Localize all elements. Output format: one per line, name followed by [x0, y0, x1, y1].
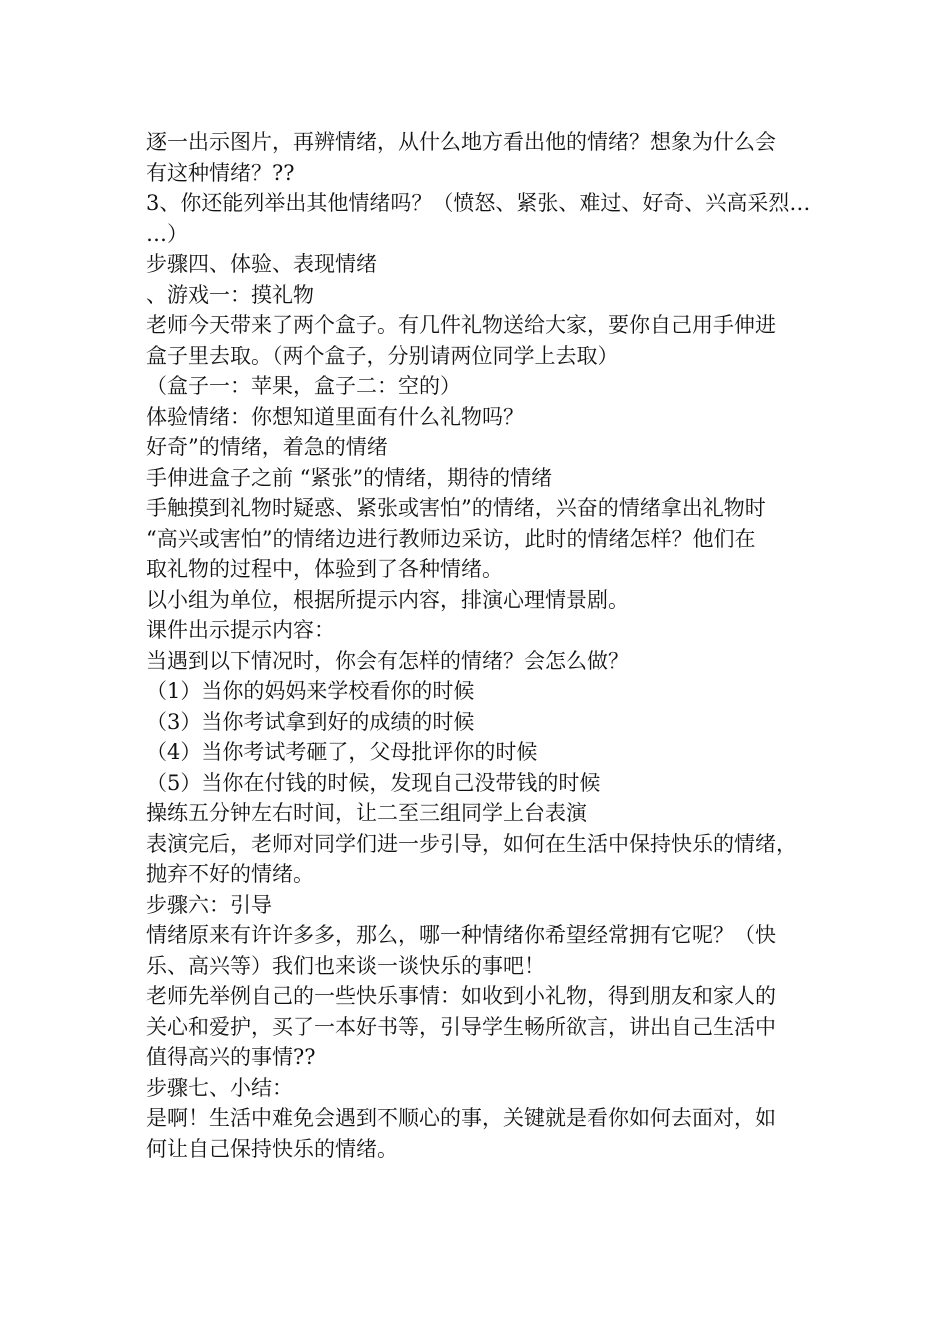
text-line: 表演完后，老师对同学们进一步引导，如何在生活中保持快乐的情绪，: [146, 831, 797, 856]
text-line: 逐一出示图片，再辨情绪，从什么地方看出他的情绪？想象为什么会: [146, 130, 776, 154]
text-line: 情绪原来有许许多多，那么，哪一种情绪你希望经常拥有它呢？（快: [146, 923, 776, 947]
text-line: 手伸进盒子之前 “紧张”的情绪，期待的情绪: [146, 465, 553, 490]
text-line: 、游戏一：摸礼物: [146, 282, 314, 307]
section-heading: 步骤七、小结：: [146, 1075, 293, 1100]
text-line: 何让自己保持快乐的情绪。: [146, 1136, 398, 1161]
section-heading: 步骤六：引导: [146, 892, 272, 917]
text-line: “高兴或害怕”的情绪边进行教师边采访，此时的情绪怎样？他们在: [146, 526, 756, 551]
section-heading: 步骤四、体验、表现情绪: [146, 252, 377, 276]
text-line: 3、你还能列举出其他情绪吗？（愤怒、紧张、难过、好奇、兴高采烈…: [146, 191, 811, 215]
text-line: 取礼物的过程中，体验到了各种情绪。: [146, 557, 503, 581]
list-item: （5）当你在付钱的时候，发现自己没带钱的时候: [146, 770, 601, 795]
text-line: …）: [146, 221, 188, 246]
text-line: 老师今天带来了两个盒子。有几件礼物送给大家，要你自己用手伸进: [146, 313, 776, 337]
list-item: （1）当你的妈妈来学校看你的时候: [146, 679, 475, 703]
text-line: 以小组为单位，根据所提示内容，排演心理情景剧。: [146, 587, 629, 612]
text-line: 当遇到以下情况时，你会有怎样的情绪？会怎么做？: [146, 648, 629, 673]
list-item: （3）当你考试拿到好的成绩的时候: [146, 709, 475, 734]
text-line: 手触摸到礼物时疑惑、紧张或害怕”的情绪，兴奋的情绪拿出礼物时: [146, 496, 766, 520]
text-line: 课件出示提示内容：: [146, 618, 335, 642]
text-line: 抛弃不好的情绪。: [146, 862, 314, 886]
text-line: 体验情绪：你想知道里面有什么礼物吗？: [146, 404, 524, 429]
text-line: 操练五分钟左右时间，让二至三组同学上台表演: [146, 801, 587, 825]
document-body: [146, 127, 826, 1164]
text-line: 盒子里去取。（两个盒子，分别请两位同学上去取）: [146, 343, 619, 368]
text-line: （盒子一：苹果，盒子二：空的）: [146, 374, 461, 398]
text-line: 值得高兴的事情??: [146, 1045, 316, 1069]
text-line: 好奇”的情绪，着急的情绪: [146, 435, 388, 459]
text-line: 是啊！生活中难免会遇到不顺心的事，关键就是看你如何去面对，如: [146, 1106, 776, 1130]
text-line: 有这种情绪？??: [146, 160, 295, 185]
text-line: 老师先举例自己的一些快乐事情：如收到小礼物，得到朋友和家人的: [146, 984, 776, 1008]
text-line: 乐、高兴等）我们也来谈一谈快乐的事吧！: [146, 953, 545, 978]
list-item: （4）当你考试考砸了，父母批评你的时候: [146, 740, 538, 764]
text-line: 关心和爱护，买了一本好书等，引导学生畅所欲言，讲出自己生活中: [146, 1014, 776, 1039]
